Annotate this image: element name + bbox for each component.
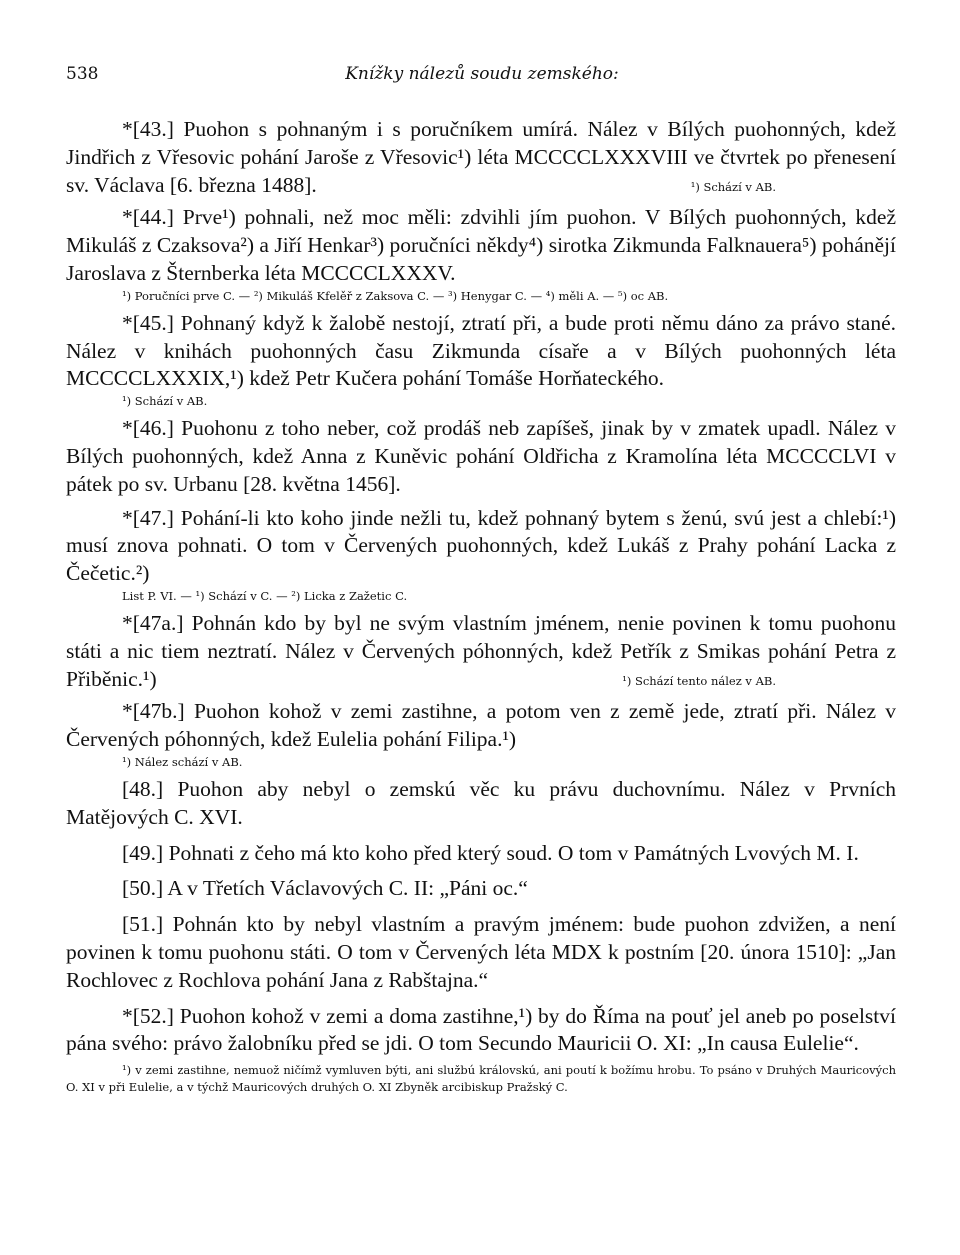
entry-43: *[43.] Puohon s pohnaným i s poručníkem umírá. Nález v Bílých puohonných, kdež Jindřich z Vřesovic pohání Jaroše z Vřesovic¹) léta MCCCCLXXXVIII ve čtvrtek po přenesení sv. Václava [6. března 1488]. [66, 117, 896, 197]
footnote-52: ¹) v zemi zastihne, nemuož ničímž vymluven býti, ani službú královskú, ani poutí k božímu hrobu. To psáno v Druhých Mauricových O. XI v při Eulelie, a v týchž Mauricových druhých O. XI Zbyněk arcibiskup Pražský C. [66, 1063, 896, 1095]
footnote-45: ¹) Schází v AB. [122, 394, 208, 409]
entry-48: [48.] Puohon aby nebyl o zemskú věc ku právu duchovnímu. Nález v Prvních Matějových C. XVI. [66, 776, 896, 829]
footnote-44: ¹) Poručníci prve C. — ²) Mikuláš Kfelěř z Zaksova C. — ³) Henygar C. — ⁴) měli A. — ⁵) oc AB. [122, 288, 669, 303]
running-title: Knížky nálezů soudu zemského: [345, 64, 619, 84]
page-number: 538 [66, 64, 99, 84]
entry-50: [50.] A v Třetích Václavových C. II: „Páni oc.“ [122, 876, 528, 901]
page-body [66, 116, 896, 1101]
footnote-47b: ¹) Nález schází v AB. [122, 754, 243, 769]
entry-47: *[47.] Pohání-li kto koho jinde nežli tu, kdež pohnaný bytem s ženú, svú jest a chlebí:¹) musí znova pohnati. O tom v Červených puohonných, kdež Lukáš z Prahy pohání Lacka z Čečetic.²) [66, 505, 896, 586]
footnote-43: ¹) Schází v AB. [690, 180, 776, 195]
entry-47a: *[47a.] Pohnán kdo by byl ne svým vlastním jménem, nenie povinen k tomu puohonu státi a nic tiem neztratí. Nález v Červených póhonných, kdež Petřík z Smikas pohání Petra z Přiběnic.¹) [66, 610, 896, 691]
entry-52: *[52.] Puohon kohož v zemi a doma zastihne,¹) by do Říma na pouť jel aneb po poselství pána svého: právo žalobníku před se jdi. O tom Secundo Mauricii O. XI: „In causa Eulelie“. [66, 1003, 896, 1056]
entry-44: *[44.] Prve¹) pohnali, než moc měli: zdvihli jím puohon. V Bílých puohonných, kdež Mikuláš z Czaksova²) a Jiří Henkar³) poručníci někdy⁴) sirotka Zikmunda Falknauera⁵) pohánějí Jaroslava z Šternberka léta MCCCCLXXXV. [66, 205, 896, 285]
footnote-47a: ¹) Schází tento nález v AB. [622, 674, 776, 689]
running-header [66, 64, 898, 94]
entry-46: *[46.] Puohonu z toho neber, což prodáš neb zapíšeš, jinak by v zmatek upadl. Nález v Bílých puohonných, kdež Anna z Kuněvic pohání Oldřicha z Kramolína léta MCCCCLVI v pátek po sv. Urbanu [28. května 1456]. [66, 416, 896, 496]
entry-47b: *[47b.] Puohon kohož v zemi zastihne, a potom ven z země jede, ztratí při. Nález v Červených póhonných, kdež Eulelia pohání Filipa.¹) [66, 699, 896, 752]
entry-45: *[45.] Pohnaný když k žalobě nestojí, ztratí při, a bude proti němu dáno za právo stané. Nález v knihách puohonných času Zikmunda císaře a v Bílých puohonných léta MCCCCLXXXIX,¹) kdež Petr Kučera pohání Tomáše Horňateckého. [66, 310, 896, 391]
entry-51: [51.] Pohnán kto by nebyl vlastním a pravým jménem: bude puohon zdvižen, a není povinen k tomu puohonu státi. O tom v Červených léta MDX k postním [20. února 1510]: „Jan Rochlovec z Rochlova pohání Jana z Rabštajna.“ [66, 912, 896, 992]
footnote-47: List P. VI. — ¹) Schází v C. — ²) Licka z Zažetic C. [122, 588, 408, 603]
entry-49: [49.] Pohnati z čeho má kto koho před který soud. O tom v Památných Lvových M. I. [122, 840, 859, 865]
